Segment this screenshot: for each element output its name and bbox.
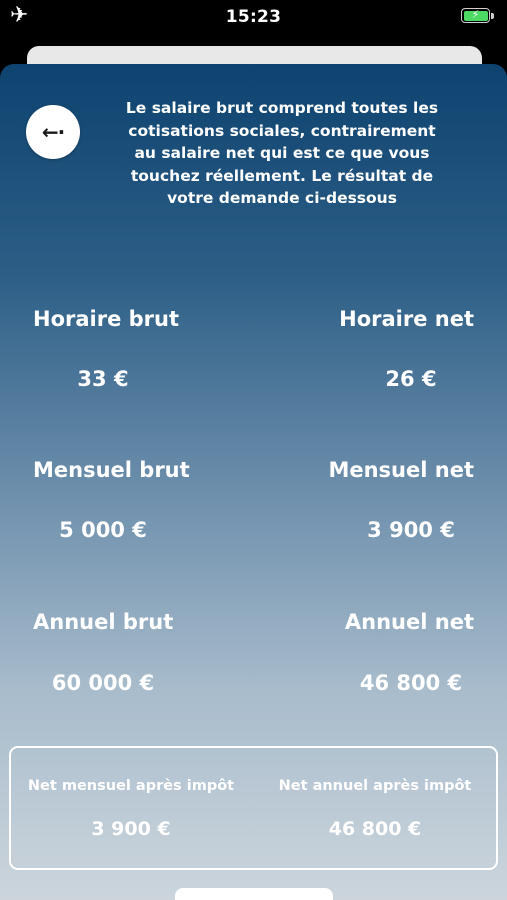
annual-net-value: 46 800 € [359,671,463,695]
after-tax-summary [9,746,498,870]
annual-after-tax-label: Net annuel après impôt [278,778,472,794]
status-bar [0,0,507,36]
monthly-gross-label: Mensuel brut [33,458,190,482]
monthly-net-value: 3 900 € [367,518,455,542]
hourly-gross-label: Horaire brut [33,307,180,331]
monthly-gross-value: 5 000 € [59,518,147,542]
status-time: 15:23 [225,7,282,27]
back-button[interactable] [26,105,80,159]
monthly-after-tax-label: Net mensuel après impôt [27,778,235,794]
annual-after-tax-value: 46 800 € [328,818,422,840]
monthly-after-tax-value: 3 900 € [91,818,171,840]
arrow-left-icon: ←· [41,120,65,144]
airplane-icon: ✈ [10,3,29,28]
annual-gross-label: Annuel brut [33,610,174,634]
intro-text: Le salaire brut comprend toutes les cotisations sociales, contrairement au salaire net qui est ce que vous touchez réellement. Le résultat de votre demande ci-dessous [125,99,439,207]
bottom-button[interactable] [175,888,333,900]
hourly-net-label: Horaire net [339,307,474,331]
battery-charging-icon: ⚡ [461,8,495,25]
annual-net-label: Annuel net [344,610,474,634]
hourly-net-value: 26 € [385,367,437,391]
monthly-net-label: Mensuel net [328,458,474,482]
annual-gross-value: 60 000 € [51,671,155,695]
result-sheet [0,64,507,900]
hourly-gross-value: 33 € [77,367,129,391]
